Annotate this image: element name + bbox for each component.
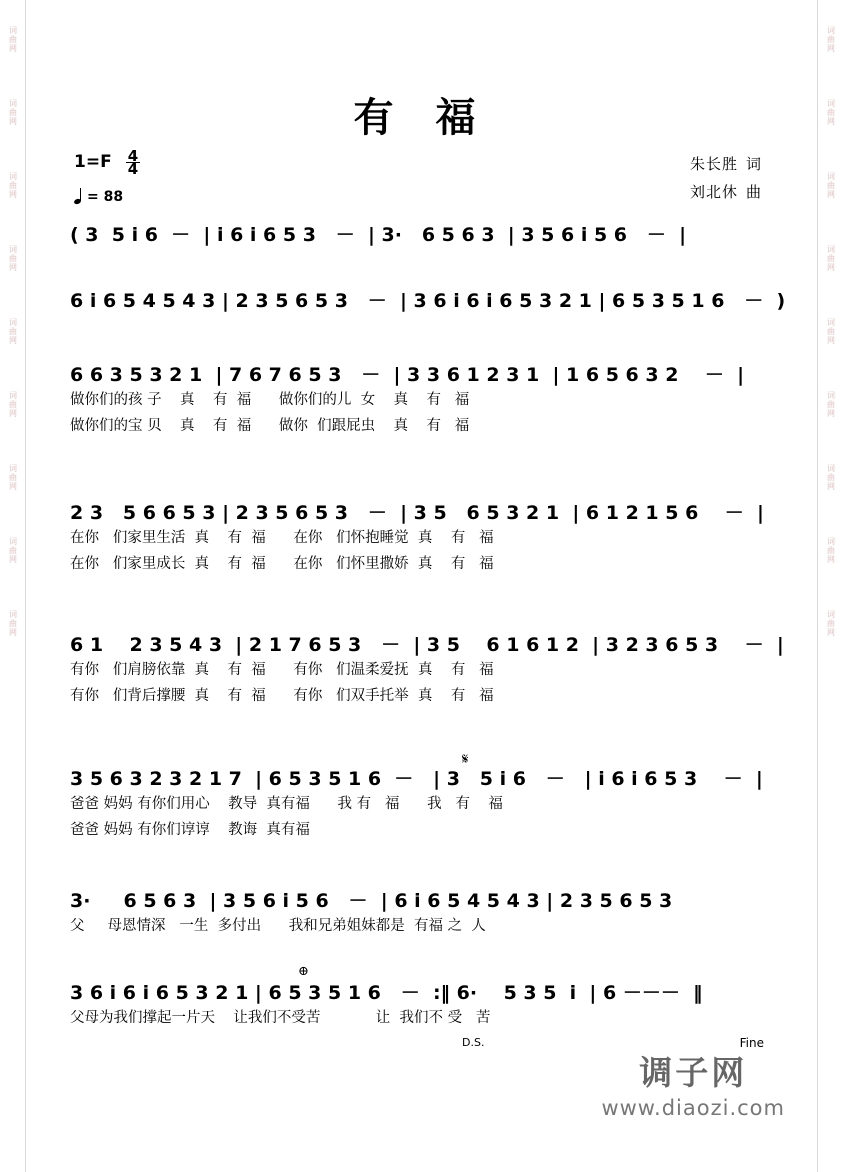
credits-block [690,150,761,206]
lyric-line-2: 在你 们家里成长 真 有 福 在你 们怀里撒娇 真 有 福 [70,556,494,572]
left-watermark-strip [0,0,26,1172]
watermark-text: 词曲网 [8,537,18,564]
watermark-text: 词曲网 [8,26,18,53]
score-area [30,0,813,1172]
composer-role: 曲 [745,183,761,201]
lyric-line-2: 爸爸 妈妈 有你们谆谆 教诲 真有福 [70,822,310,838]
key-label: 1=F [74,152,112,172]
ds-marking: D.S. [462,1036,485,1049]
lyric-line-1: 爸爸 妈妈 有你们用心 教导 真有福 我 有 福 我 有 福 [70,796,503,812]
lyric-line-1: 在你 们家里生活 真 有 福 在你 们怀抱睡觉 真 有 福 [70,530,494,546]
watermark-text: 词曲网 [8,464,18,491]
score-metadata [74,147,140,205]
notation-line: 6 6 3 5 3 2 1 | 7 6 7 6 5 3 － | 3 3 6 1 2 3 1 | 1 6 5 6 3 2 － | [70,364,745,386]
lyric-line-1: 做你们的孩 子 真 有 福 做你们的儿 女 真 有 福 [70,392,470,408]
notation-line: 3 5 6 3 2 3 2 1 7 | 6 5 3 5 1 6 － | 3 5 i 6 － | i 6 i 6 5 3 － | [70,768,763,790]
watermark-text: 词曲网 [826,318,836,345]
segno-icon: 𝄋 [462,750,469,768]
lyric-line-1: 父母为我们撑起一片天 让我们不受苦 让 我们不 受 苦 [70,1010,491,1026]
watermark-text: 词曲网 [8,318,18,345]
time-signature-numerator: 4 [127,147,139,165]
notation-line: 3· 6 5 6 3 | 3 5 6 i 5 6 － | 6 i 6 5 4 5 4 3 | 2 3 5 6 5 3 [70,890,673,912]
watermark-text: 词曲网 [8,245,18,272]
right-watermark-strip [817,0,843,1172]
music-system [70,288,786,314]
notation-line: 3 6 i 6 i 6 5 3 2 1 | 6 5 3 5 1 6 － :‖ 6· 5 3 5 i | 6 －－－ ‖ [70,982,703,1004]
song-title: 有 福 [353,95,490,141]
site-logo-url: www.diaozi.com [601,1096,785,1120]
tempo-marking [74,189,140,205]
watermark-text: 词曲网 [826,99,836,126]
lyricist-role: 词 [745,155,761,173]
lyric-line-2: 做你们的宝 贝 真 有 福 做你 们跟屁虫 真 有 福 [70,418,470,434]
music-system [70,964,780,1050]
watermark-text: 词曲网 [8,99,18,126]
watermark-text: 词曲网 [826,172,836,199]
watermark-text: 词曲网 [826,537,836,564]
coda-icon: ⊕ [298,964,309,979]
time-signature [126,147,140,178]
watermark-text: 词曲网 [826,464,836,491]
music-system [70,362,780,439]
watermark-text: 词曲网 [8,172,18,199]
notation-line: ( 3 5 i 6 － | i 6 i 6 5 3 － | 3· 6 5 6 3 | 3 5 6 i 5 6 － | [70,224,687,246]
watermark-text: 词曲网 [826,245,836,272]
watermark-text: 词曲网 [8,610,18,637]
time-signature-denominator: 4 [127,160,139,178]
lyricist-line [690,150,761,178]
music-system [70,750,780,843]
music-system [70,632,784,709]
fine-marking: Fine [739,1036,764,1050]
site-logo [601,1047,785,1120]
notation-line: 6 1 2 3 5 4 3 | 2 1 7 6 5 3 － | 3 5 6 1 6 1 2 | 3 2 3 6 5 3 － | [70,634,784,656]
quarter-note-icon [74,190,84,204]
watermark-text: 词曲网 [826,610,836,637]
watermark-text: 词曲网 [8,391,18,418]
tempo-value: = 88 [87,189,124,205]
music-system [70,500,780,577]
composer-name: 刘北休 [689,183,738,201]
music-system [70,888,780,939]
watermark-text: 词曲网 [826,391,836,418]
key-signature [74,147,140,178]
notation-line: 2 3 5 6 6 5 3 | 2 3 5 6 5 3 － | 3 5 6 5 3 2 1 | 6 1 2 1 5 6 － | [70,502,764,524]
watermark-text: 词曲网 [826,26,836,53]
site-logo-cn: 调子网 [639,1053,748,1092]
notation-line: 6 i 6 5 4 5 4 3 | 2 3 5 6 5 3 － | 3 6 i 6 i 6 5 3 2 1 | 6 5 3 5 1 6 － ) [70,290,786,312]
lyric-line-1: 有你 们肩膀依靠 真 有 福 有你 们温柔爱抚 真 有 福 [70,662,494,678]
lyricist-name: 朱长胜 [689,155,738,173]
composer-line [690,178,761,206]
lyric-line-1: 父 母恩情深 一生 多付出 我和兄弟姐妹都是 有福 之 人 [70,918,486,934]
music-system [70,222,780,248]
lyric-line-2: 有你 们背后撑腰 真 有 福 有你 们双手托举 真 有 福 [70,688,494,704]
